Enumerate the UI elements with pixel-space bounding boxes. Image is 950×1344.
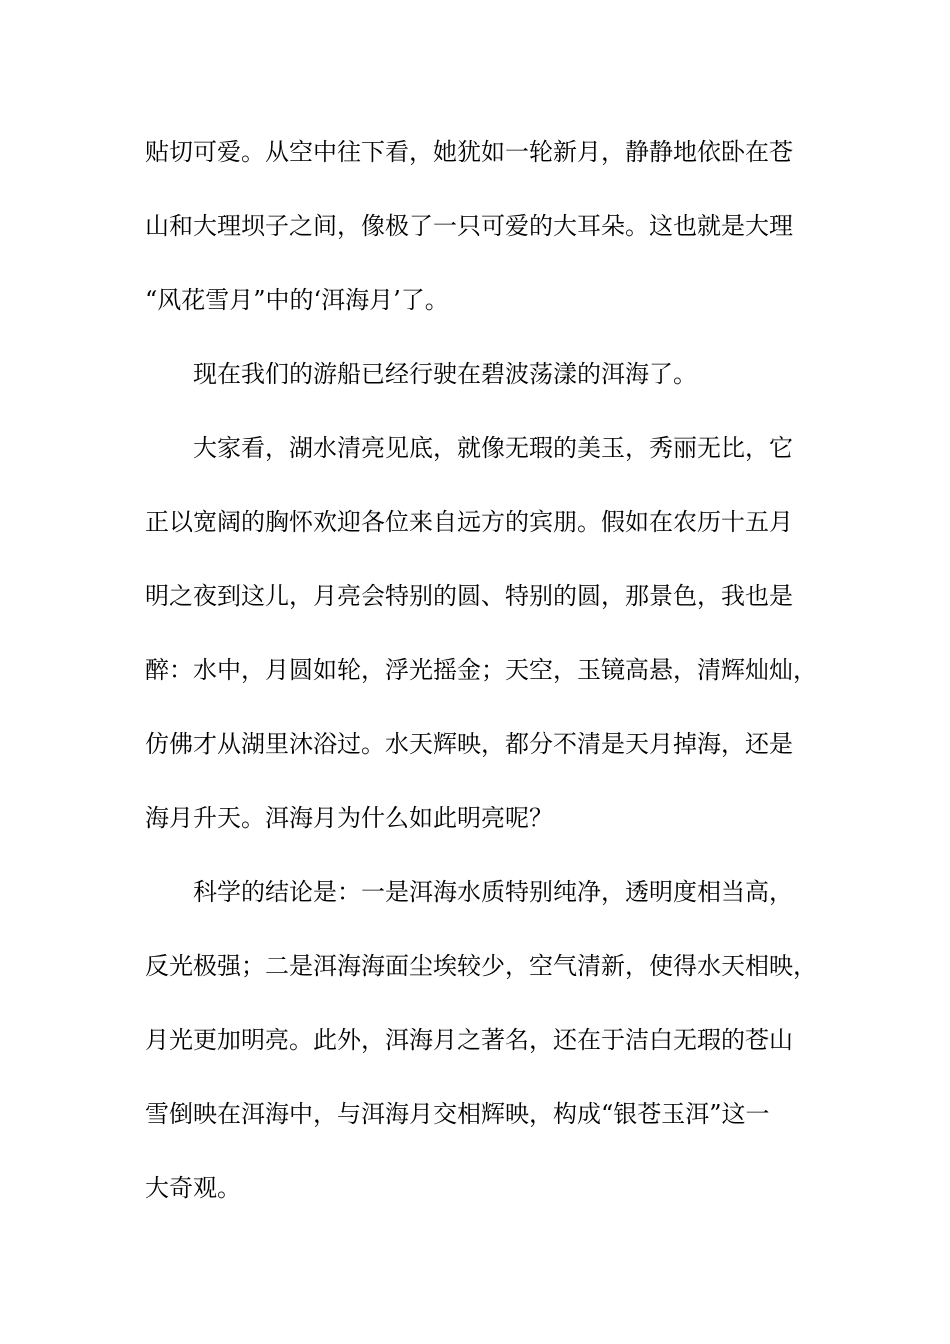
text-line: 海月升天。洱海月为什么如此明亮呢？ [145, 804, 553, 832]
text-line: 山和大理坝子之间，像极了一只可爱的大耳朵。这也就是大理 [145, 212, 793, 240]
text-line: 醉：水中，月圆如轮，浮光摇金；天空，玉镜高悬，清辉灿灿， [145, 656, 817, 684]
text-line: 月光更加明亮。此外，洱海月之著名，还在于洁白无瑕的苍山 [145, 1026, 793, 1054]
text-line: “风花雪月”中的‘洱海月’了。 [145, 286, 449, 314]
paragraph-first-line: 现在我们的游船已经行驶在碧波荡漾的洱海了。 [193, 360, 697, 388]
paragraph-first-line: 大家看，湖水清亮见底，就像无瑕的美玉，秀丽无比，它 [193, 434, 793, 462]
text-line: 明之夜到这儿，月亮会特别的圆、特别的圆，那景色，我也是 [145, 582, 793, 610]
text-line: 大奇观。 [145, 1174, 241, 1202]
text-line: 贴切可爱。从空中往下看，她犹如一轮新月，静静地依卧在苍 [145, 138, 793, 166]
text-line: 正以宽阔的胸怀欢迎各位来自远方的宾朋。假如在农历十五月 [145, 508, 793, 536]
paragraph-first-line: 科学的结论是：一是洱海水质特别纯净，透明度相当高， [193, 878, 793, 906]
text-line: 仿佛才从湖里沐浴过。水天辉映，都分不清是天月掉海，还是 [145, 730, 793, 758]
text-line: 反光极强；二是洱海海面尘埃较少，空气清新，使得水天相映， [145, 952, 817, 980]
text-line: 雪倒映在洱海中，与洱海月交相辉映，构成“银苍玉洱”这一 [145, 1100, 770, 1128]
